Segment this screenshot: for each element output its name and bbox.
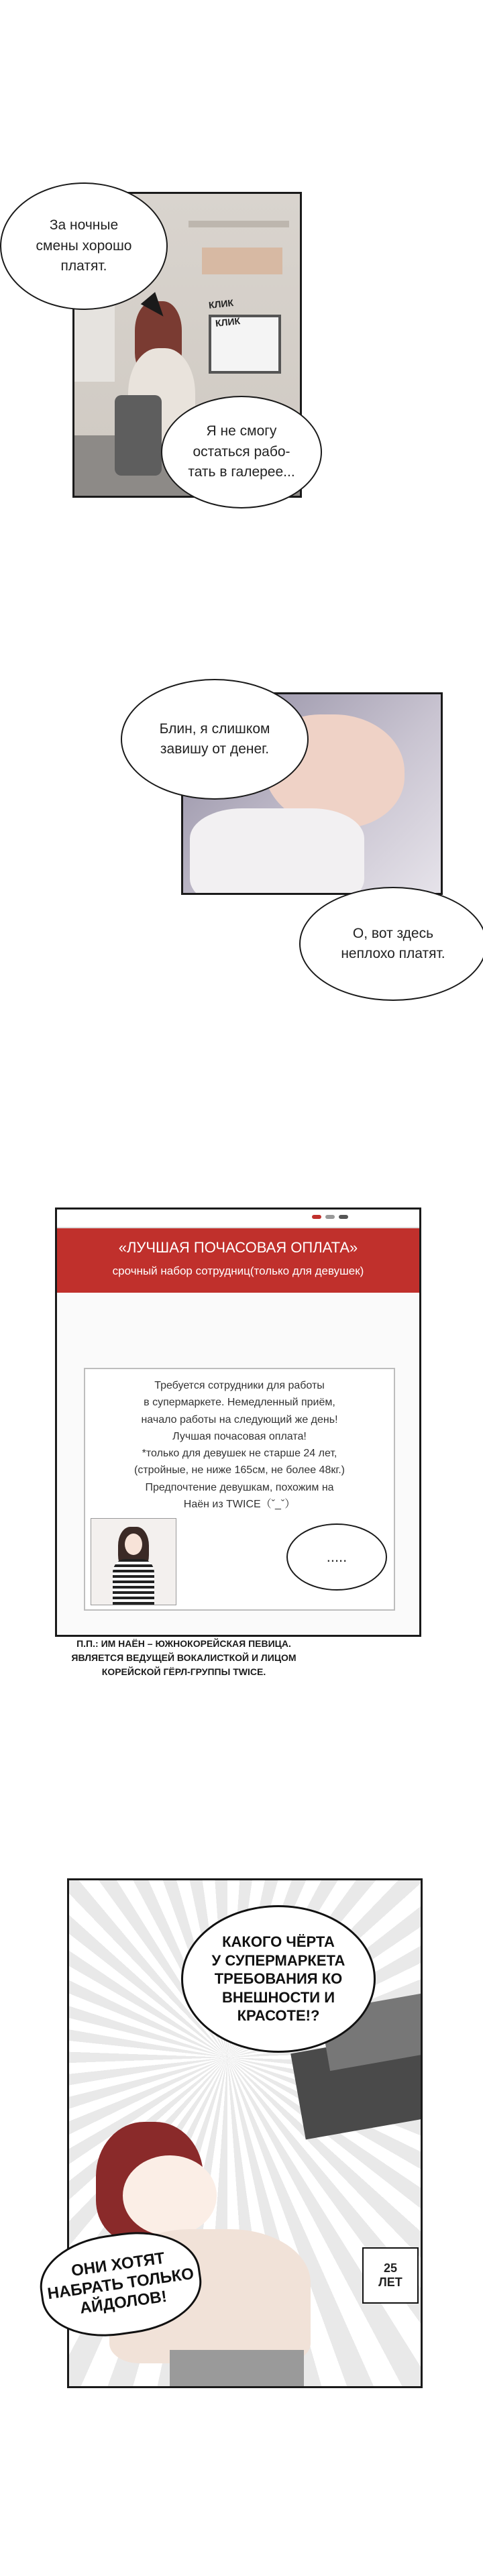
- chair: [115, 395, 162, 476]
- shout-bubble-bottom: ОНИ ХОТЯТ НАБРАТЬ ТОЛЬКО АЙДОЛОВ!: [34, 2223, 208, 2345]
- wall-shelf: [189, 221, 289, 227]
- ad-dot: [339, 1215, 348, 1219]
- speech-bubble-gallery: Я не смогу остаться рабо- тать в галерее...: [161, 396, 322, 508]
- translator-footnote: П.П.: ИМ НАЁН – ЮЖНОКОРЕЙСКАЯ ПЕВИЦА. ЯВЛЯЕТСЯ ВЕДУЩЕЙ ВОКАЛИСТКОЙ И ЛИЦОМ КОРЕЙСКОЙ ГЁРЛ-ГРУППЫ TWICE.: [71, 1638, 297, 1677]
- ad-title-banner: [57, 1228, 419, 1293]
- sleeve: [190, 808, 364, 895]
- ad-body-text: Требуется сотрудники для работы в супермаркете. Немедленный приём, начало работы на следующий же день! Лучшая почасовая оплата! *только для девушек не старше 24 лет, (стройные, не ниже 165см, не более 48кг.) Предпочтение девушкам, похожим на Наён из TWICE（ˇ_ˇ）: [133, 1380, 345, 1510]
- ad-body-box: [84, 1368, 395, 1611]
- panel-job-ad: [55, 1208, 421, 1637]
- ad-subtitle: срочный набор сотрудниц(только для девушек): [112, 1265, 364, 1277]
- age-label: 25 ЛЕТ: [362, 2247, 419, 2304]
- speech-bubble-pays-well: О, вот здесь неплохо платят.: [299, 887, 483, 1001]
- wall-shelf: [202, 248, 282, 274]
- idol-photo: [91, 1518, 176, 1605]
- sfx-click: КЛИК: [208, 297, 234, 311]
- ad-title: «ЛУЧШАЯ ПОЧАСОВАЯ ОПЛАТА»: [118, 1239, 358, 1256]
- ad-dot: [312, 1215, 321, 1219]
- ad-dot: [325, 1215, 335, 1219]
- speech-bubble-dots: .....: [286, 1523, 387, 1591]
- ad-header-bar: [57, 1210, 419, 1228]
- girl-skirt: [170, 2350, 304, 2388]
- girl-face: [123, 2155, 217, 2236]
- speech-bubble-night-shifts: За ночные смены хорошо платят.: [0, 182, 168, 310]
- sfx-click: КЛИК: [215, 315, 241, 329]
- speech-bubble-money: Блин, я слишком завишу от денег.: [121, 679, 309, 800]
- shout-bubble-top: КАКОГО ЧЁРТА У СУПЕРМАРКЕТА ТРЕБОВАНИЯ КО ВНЕШНОСТИ И КРАСОТЕ!?: [181, 1905, 376, 2053]
